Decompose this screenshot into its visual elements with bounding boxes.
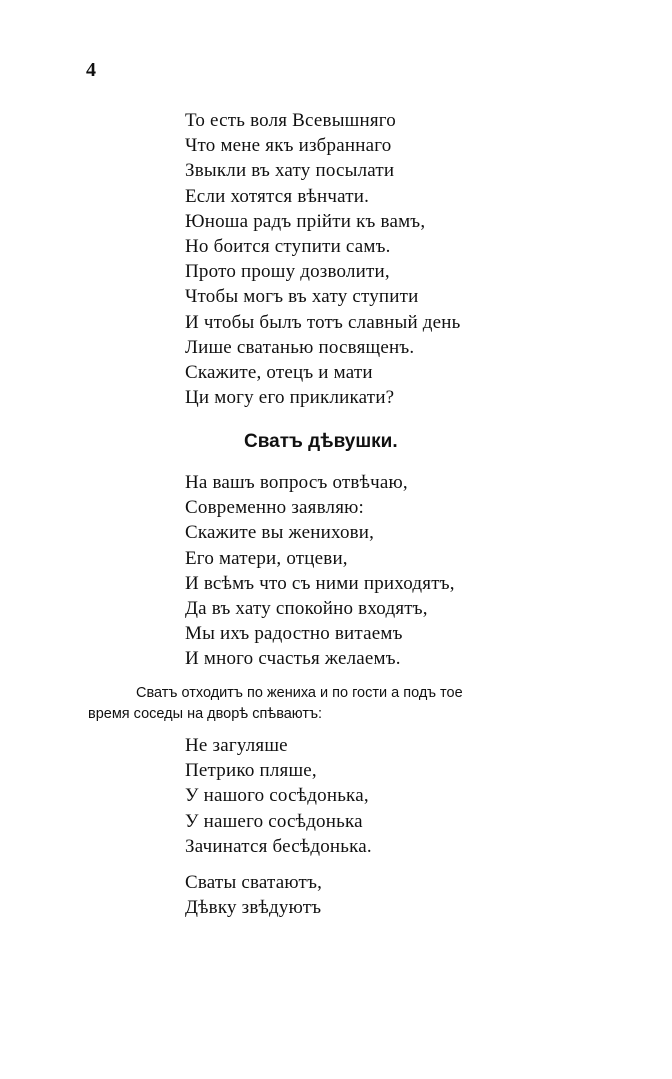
verse-line: Дѣвку звѣдуютъ (185, 897, 322, 919)
verse-line: Лише сватанью посвященъ. (185, 336, 415, 358)
verse-line: Юноша радъ прійти къ вамъ, (185, 210, 426, 232)
verse-line: Сваты сватаютъ, (185, 872, 323, 893)
verse-line: Звыкли въ хату посылати (185, 160, 395, 182)
verse-line: И всѣмъ что съ ними приходятъ, (185, 572, 455, 594)
verse-line: И много счастья желаемъ. (185, 648, 401, 670)
verse-line: У нашего сосѣдонька (185, 810, 363, 832)
verse-line: Петрико пляше, (185, 760, 317, 782)
verse-line: Но боится ступити самъ. (185, 235, 391, 257)
verse-stanza-4 (185, 870, 322, 920)
verse-line: Прото прошу дозволити, (185, 261, 390, 283)
verse-stanza-2 (185, 470, 455, 672)
verse-line: Если хотятся вѣнчати. (185, 185, 370, 207)
verse-stanza-1 (185, 108, 461, 410)
page-number: 4 (86, 59, 96, 81)
verse-line: На вашъ вопросъ отвѣчаю, (185, 472, 408, 493)
verse-line: Зачинатся бесѣдонька. (185, 835, 372, 857)
verse-line: Современно заявляю: (185, 497, 365, 519)
verse-line: Чтобы могъ въ хату ступити (185, 286, 419, 308)
section-heading: Сватъ дѣвушки. (244, 431, 398, 452)
verse-line: Мы ихъ радостно витаемъ (185, 623, 403, 645)
verse-line: Скажите, отецъ и мати (185, 361, 373, 383)
verse-line: Ци могу его прикликати? (185, 387, 395, 409)
verse-line: То есть воля Всевышняго (185, 110, 397, 131)
stage-direction-line: время соседы на дворѣ спѣваютъ: (88, 706, 323, 722)
verse-line: Его матери, отцеви, (185, 547, 348, 569)
verse-stanza-3 (185, 733, 372, 859)
verse-line: У нашого сосѣдонька, (185, 785, 369, 807)
verse-line: Скажите вы женихови, (185, 522, 375, 544)
verse-line: И чтобы былъ тотъ славный день (185, 311, 461, 333)
verse-line: Не загуляше (185, 735, 288, 756)
verse-line: Да въ хату спокойно входятъ, (185, 597, 428, 619)
stage-direction-line: Сватъ отходитъ по жениха и по гости а подъ тое (136, 685, 463, 701)
stage-direction (88, 683, 588, 725)
verse-line: Что мене якъ избраннаго (185, 135, 392, 157)
